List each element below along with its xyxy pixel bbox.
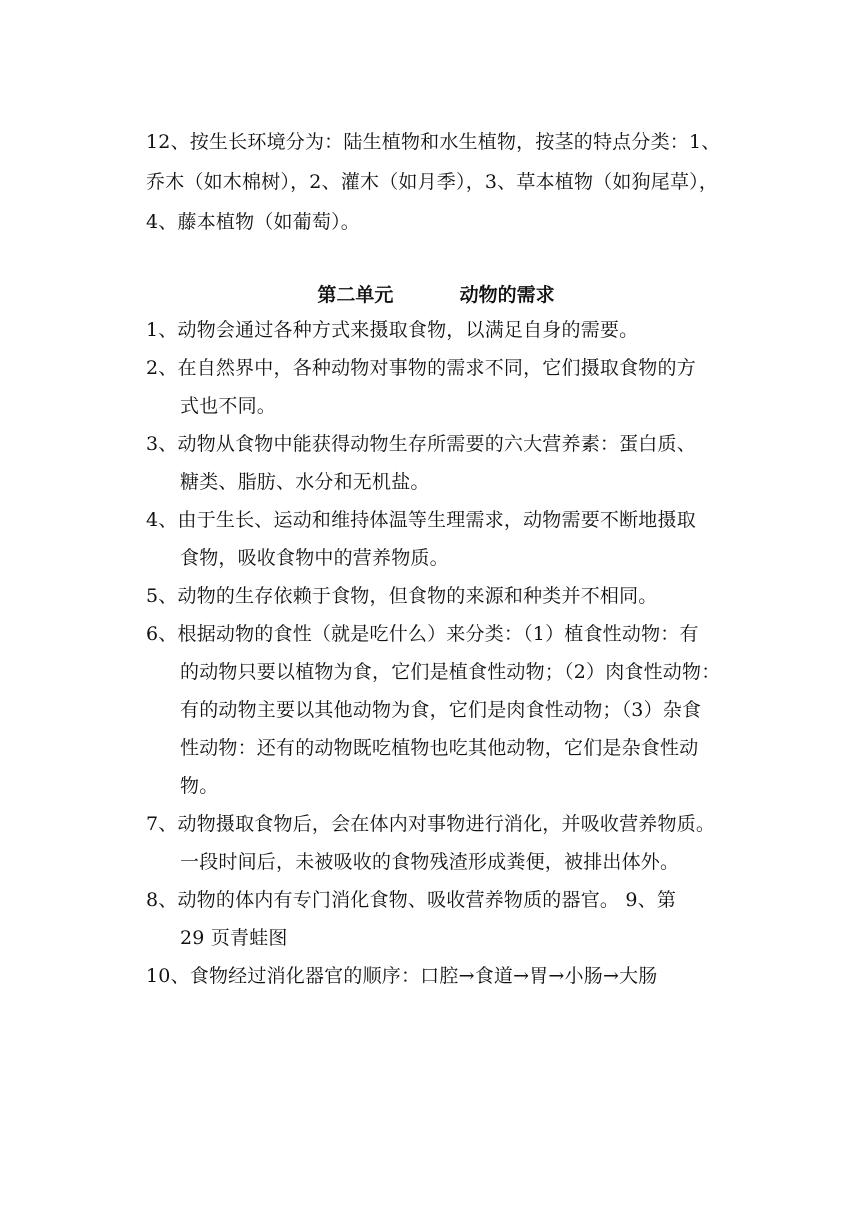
list-item-continuation: 食物，吸收食物中的营养物质。: [180, 547, 449, 569]
list-item-continuation: 一段时间后，未被吸收的食物残渣形成粪便，被排出体外。: [180, 851, 680, 873]
list-item: 7、动物摄取食物后，会在体内对事物进行消化，并吸收营养物质。: [146, 813, 716, 835]
list-item: 3、动物从食物中能获得动物生存所需要的六大营养素：蛋白质、: [146, 433, 696, 455]
list-item-continuation: 有的动物主要以其他动物为食，它们是肉食性动物；（3）杂食: [180, 699, 702, 721]
list-item-continuation: 式也不同。: [180, 395, 277, 417]
list-item-continuation: 物。: [180, 775, 219, 797]
list-item-continuation: 29 页青蛙图: [180, 927, 288, 949]
list-item: 5、动物的生存依赖于食物，但食物的来源和种类并不相同。: [146, 585, 658, 607]
intro-line: 12、按生长环境分为：陆生植物和水生植物，按茎的特点分类：1、: [146, 131, 721, 153]
list-item: 8、动物的体内有专门消化食物、吸收营养物质的器官。 9、第: [146, 889, 677, 911]
list-item: 4、由于生长、运动和维持体温等生理需求，动物需要不断地摄取: [146, 509, 696, 531]
intro-line: 4、藤本植物（如葡萄）。: [146, 211, 360, 233]
intro-line: 乔木（如木棉树），2、灌木（如月季），3、草本植物（如狗尾草），: [146, 171, 719, 193]
list-item-continuation: 糖类、脂肪、水分和无机盐。: [180, 471, 430, 493]
list-item-continuation: 性动物：还有的动物既吃植物也吃其他动物，它们是杂食性动: [180, 737, 699, 759]
list-item-continuation: 的动物只要以植物为食，它们是植食性动物；（2）肉食性动物：: [180, 661, 721, 683]
unit-title: 第二单元 动物的需求: [317, 284, 555, 306]
list-item: 1、动物会通过各种方式来摄取食物，以满足自身的需要。: [146, 319, 639, 341]
list-item: 10、食物经过消化器官的顺序：口腔→食道→胃→小肠→大肠: [146, 965, 658, 987]
list-item: 2、在自然界中，各种动物对事物的需求不同，它们摄取食物的方: [146, 357, 696, 379]
list-item: 6、根据动物的食性（就是吃什么）来分类：（1）植食性动物：有: [146, 623, 699, 645]
